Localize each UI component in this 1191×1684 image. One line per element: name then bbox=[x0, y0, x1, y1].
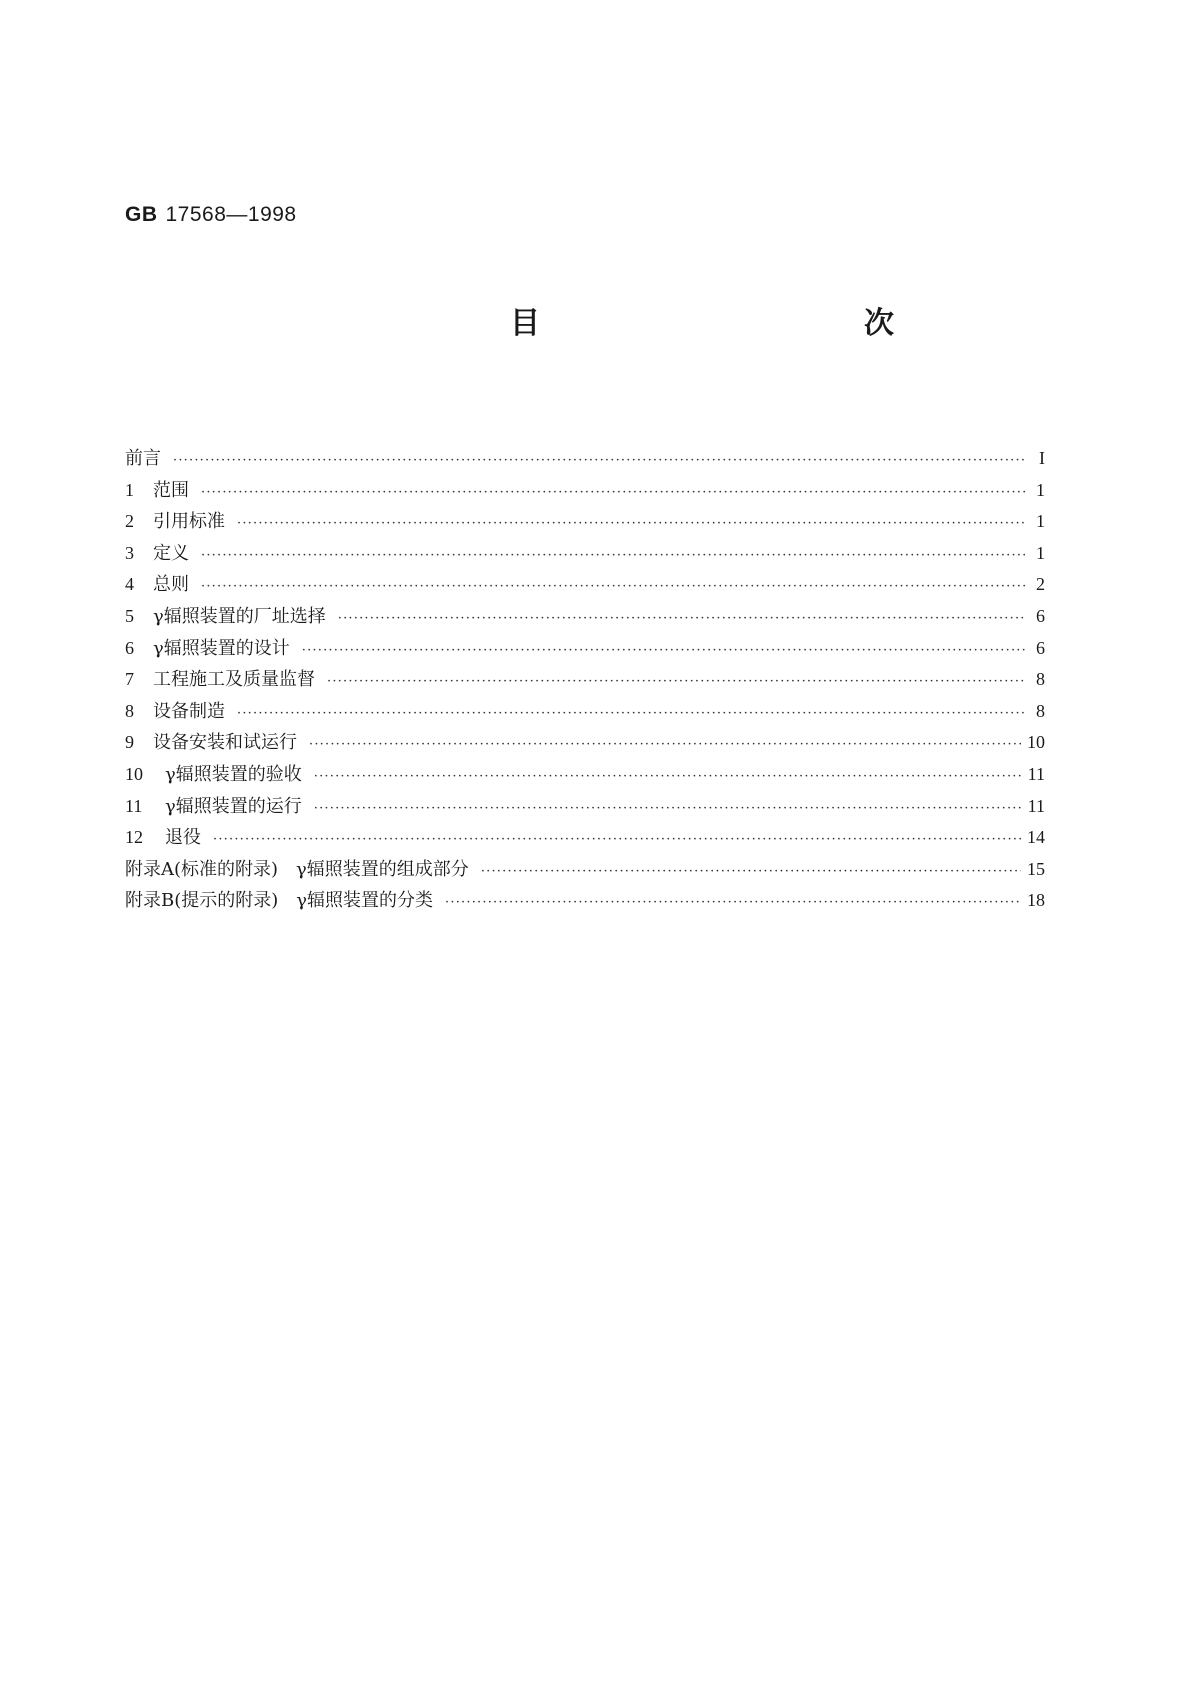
toc-entry-title: 设备安装和试运行 bbox=[153, 732, 297, 754]
toc-entry-page: 14 bbox=[1027, 827, 1045, 848]
toc-entry-12[interactable] bbox=[125, 822, 1045, 854]
toc-entry-9[interactable] bbox=[125, 727, 1045, 759]
toc-entry-1[interactable] bbox=[125, 475, 1045, 507]
dot-leader bbox=[314, 761, 1022, 793]
toc-entry-number: 6 bbox=[125, 637, 134, 658]
toc-entry-title: 退役 bbox=[165, 827, 201, 849]
toc-entry-number: 12 bbox=[125, 827, 143, 848]
standard-number: 17568—1998 bbox=[165, 203, 297, 226]
toc-entry-number: 4 bbox=[125, 574, 134, 595]
toc-entry-title: 附录B(提示的附录) γ辐照装置的分类 bbox=[125, 890, 434, 912]
toc-entry-11[interactable] bbox=[125, 791, 1045, 823]
dot-leader bbox=[314, 793, 1022, 825]
toc-entry-number: 7 bbox=[125, 669, 134, 690]
toc-entry-page: 8 bbox=[1036, 700, 1045, 721]
toc-entry-title: γ辐照装置的厂址选择 bbox=[153, 605, 326, 627]
toc-entry-page: 6 bbox=[1036, 605, 1045, 626]
toc-entry-page: 1 bbox=[1036, 542, 1045, 563]
dot-leader bbox=[302, 635, 1025, 667]
toc-entry-title: 前言 bbox=[125, 448, 161, 469]
dot-leader bbox=[338, 603, 1025, 635]
toc-entry-appendix-a[interactable] bbox=[125, 854, 1045, 886]
dot-leader bbox=[213, 824, 1021, 856]
dot-leader bbox=[327, 666, 1025, 698]
toc-entry-page: 11 bbox=[1027, 795, 1045, 816]
dot-leader bbox=[309, 729, 1021, 761]
toc-entry-number: 5 bbox=[125, 605, 134, 626]
toc-entry-6[interactable] bbox=[125, 633, 1045, 665]
toc-entry-number: 10 bbox=[125, 763, 143, 784]
page-title: 目 次 bbox=[510, 306, 982, 341]
dot-leader bbox=[201, 540, 1025, 572]
toc-entry-number: 8 bbox=[125, 700, 134, 721]
toc-entry-page: 8 bbox=[1036, 669, 1045, 690]
dot-leader bbox=[481, 856, 1021, 888]
toc-entry-8[interactable] bbox=[125, 696, 1045, 728]
toc-entry-page: 11 bbox=[1027, 763, 1045, 784]
dot-leader bbox=[201, 477, 1025, 509]
toc-entry-number: 11 bbox=[125, 795, 143, 816]
toc-entry-page: 18 bbox=[1027, 890, 1045, 911]
toc-entry-3[interactable] bbox=[125, 538, 1045, 570]
toc-entry-title: γ辐照装置的验收 bbox=[165, 763, 302, 785]
toc-entry-number: 9 bbox=[125, 732, 134, 753]
toc-entry-title: γ辐照装置的运行 bbox=[165, 795, 302, 817]
toc-entry-number: 1 bbox=[125, 479, 134, 500]
dot-leader bbox=[237, 508, 1025, 540]
toc-entry-page: 6 bbox=[1036, 637, 1045, 658]
dot-leader bbox=[237, 698, 1025, 730]
toc-entry-2[interactable] bbox=[125, 506, 1045, 538]
toc-entry-title: 附录A(标准的附录) γ辐照装置的组成部分 bbox=[125, 858, 469, 880]
toc-entry-number: 2 bbox=[125, 511, 134, 532]
toc-entry-7[interactable] bbox=[125, 664, 1045, 696]
standard-code bbox=[125, 203, 297, 227]
toc-entry-title: 总则 bbox=[153, 574, 189, 596]
toc-entry-title: 引用标准 bbox=[153, 511, 225, 533]
toc-entry-page: I bbox=[1039, 448, 1045, 468]
toc-entry-page: 1 bbox=[1036, 511, 1045, 532]
dot-leader bbox=[445, 887, 1021, 919]
toc-entry-page: 15 bbox=[1027, 858, 1045, 879]
toc-entry-foreword[interactable] bbox=[125, 443, 1045, 475]
toc-entry-page: 10 bbox=[1027, 732, 1045, 753]
dot-leader bbox=[201, 571, 1025, 603]
toc-entry-title: 设备制造 bbox=[153, 700, 225, 722]
table-of-contents bbox=[125, 443, 1045, 917]
toc-entry-title: 范围 bbox=[153, 479, 189, 501]
toc-entry-title: γ辐照装置的设计 bbox=[153, 637, 290, 659]
toc-entry-title: 工程施工及质量监督 bbox=[153, 669, 315, 691]
standard-prefix: GB bbox=[125, 203, 158, 226]
dot-leader bbox=[173, 445, 1025, 477]
toc-entry-number: 3 bbox=[125, 542, 134, 563]
toc-entry-appendix-b[interactable] bbox=[125, 885, 1045, 917]
toc-entry-10[interactable] bbox=[125, 759, 1045, 791]
toc-entry-page: 2 bbox=[1036, 574, 1045, 595]
toc-entry-4[interactable] bbox=[125, 569, 1045, 601]
toc-entry-page: 1 bbox=[1036, 479, 1045, 500]
toc-entry-title: 定义 bbox=[153, 542, 189, 564]
toc-entry-5[interactable] bbox=[125, 601, 1045, 633]
